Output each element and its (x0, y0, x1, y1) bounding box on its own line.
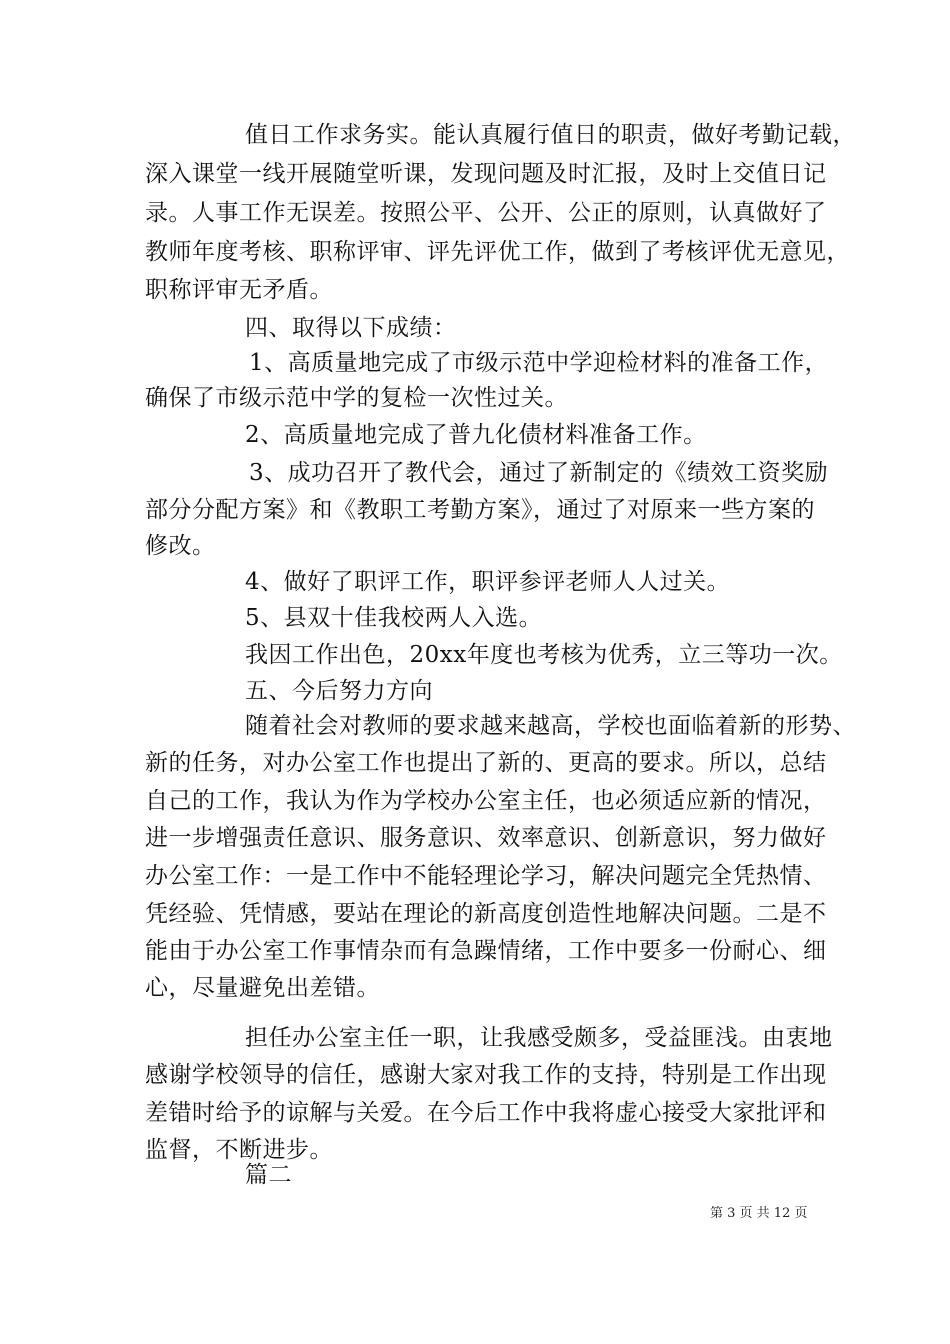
text-line: 2、高质量地完成了普九化债材料准备工作。 (245, 422, 707, 448)
section-heading: 五、今后努力方向 (245, 678, 433, 704)
text-line: 凭经验、凭情感，要站在理论的新高度创造性地解决问题。二是不 (145, 901, 827, 927)
text-line: 5、县双十佳我校两人入选。 (245, 605, 543, 631)
text-line: 我因工作出色，20xx年度也考核为优秀，立三等功一次。 (245, 642, 843, 668)
text-line: 能由于办公室工作事情杂而有急躁情绪，工作中要多一份耐心、细 (145, 938, 827, 964)
section-heading: 四、取得以下成绩： (245, 315, 457, 341)
text-line: 部分分配方案》和《教职工考勤方案》，通过了对原来一些方案的 (145, 497, 815, 523)
text-line: 1、高质量地完成了市级示范中学迎检材料的准备工作， (249, 350, 829, 376)
text-line: 监督，不断进步。 (145, 1137, 333, 1163)
text-line: 办公室工作：一是工作中不能轻理论学习，解决问题完全凭热情、 (145, 863, 827, 889)
text-line: 进一步增强责任意识、服务意识、效率意识、创新意识，努力做好 (145, 825, 827, 851)
text-line: 差错时给予的谅解与关爱。在今后工作中我将虚心接受大家批评和 (145, 1100, 827, 1126)
section-heading: 篇二 (245, 1162, 292, 1188)
text-line: 深入课堂一线开展随堂听课，发现问题及时汇报，及时上交值日记 (145, 161, 827, 187)
text-line: 4、做好了职评工作，职评参评老师人人过关。 (245, 569, 731, 595)
text-line: 担任办公室主任一职，让我感受颇多，受益匪浅。由衷地 (245, 1025, 833, 1051)
text-line: 录。人事工作无误差。按照公平、公开、公正的原则，认真做好了 (145, 200, 827, 226)
text-line: 新的任务，对办公室工作也提出了新的、更高的要求。所以，总结 (145, 750, 827, 776)
text-line: 心，尽量避免出差错。 (145, 975, 380, 1001)
page-number: 第 3 页 共 12 页 (710, 1206, 808, 1221)
text-line: 确保了市级示范中学的复检一次性过关。 (145, 385, 568, 411)
text-line: 3、成功召开了教代会，通过了新制定的《绩效工资奖励 (249, 460, 829, 486)
text-line: 值日工作求务实。能认真履行值日的职责，做好考勤记载， (245, 122, 856, 148)
text-line: 修改。 (145, 533, 216, 559)
text-line: 感谢学校领导的信任，感谢大家对我工作的支持，特别是工作出现 (145, 1062, 827, 1088)
text-line: 自己的工作，我认为作为学校办公室主任，也必须适应新的情况， (145, 788, 827, 814)
text-line: 随着社会对教师的要求越来越高，学校也面临着新的形势、 (245, 713, 856, 739)
text-line: 职称评审无矛盾。 (145, 277, 333, 303)
text-line: 教师年度考核、职称评审、评先评优工作，做到了考核评优无意见， (145, 239, 850, 265)
